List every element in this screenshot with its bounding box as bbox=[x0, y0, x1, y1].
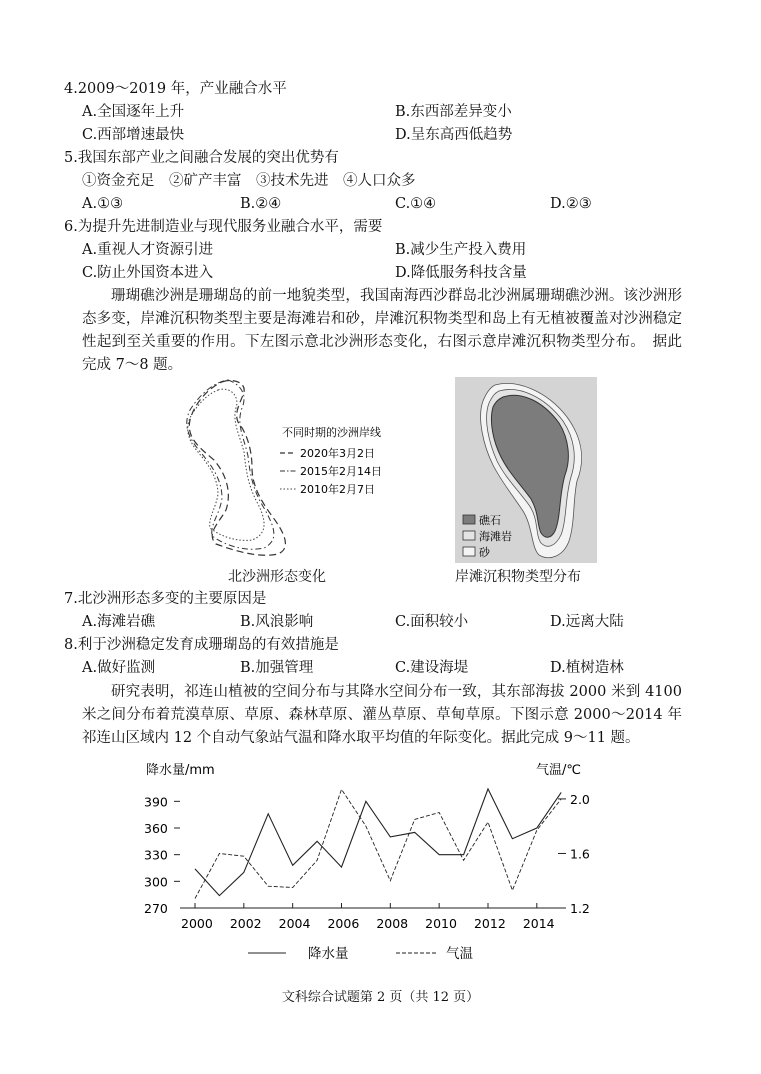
y-tick-label: 330 bbox=[144, 847, 168, 863]
q7-option-d: D.远离大陆 bbox=[550, 614, 624, 630]
y2-tick-label: 1.6 bbox=[570, 846, 590, 862]
y-tick-label: 270 bbox=[144, 901, 168, 916]
x-tick-label: 2004 bbox=[278, 916, 311, 931]
y2-tick-label: 1.2 bbox=[570, 901, 590, 916]
series-temperature bbox=[195, 789, 561, 898]
q8-option-c: C.建设海堤 bbox=[395, 660, 469, 676]
q4-option-d: D.呈东高西低趋势 bbox=[395, 127, 513, 143]
legend-label-2015: 2015年2月14日 bbox=[300, 465, 382, 478]
q4-option-b: B.东西部差异变小 bbox=[395, 104, 512, 120]
q8-option-a: A.做好监测 bbox=[82, 660, 156, 676]
x-tick-label: 2006 bbox=[327, 916, 360, 931]
q6-stem: 6.为提升先进制造业与现代服务业融合水平，需要 bbox=[64, 219, 383, 235]
q8-option-b: B.加强管理 bbox=[240, 660, 314, 676]
q6-option-d: D.降低服务科技含量 bbox=[395, 265, 527, 281]
shoreline-2015 bbox=[187, 380, 274, 549]
x-tick-label: 2000 bbox=[181, 916, 213, 931]
shoreline-2020 bbox=[189, 380, 285, 555]
q6-option-b: B.减少生产投入费用 bbox=[395, 242, 527, 258]
legend-swatch-beachrock bbox=[463, 531, 475, 540]
legend-label-2010: 2010年2月7日 bbox=[300, 483, 375, 496]
q6-option-a: A.重视人才资源引进 bbox=[82, 242, 214, 258]
passage-sandbar: 珊瑚礁沙洲是珊瑚岛的前一地貌类型，我国南海西沙群岛北沙洲属珊瑚礁沙洲。该沙洲形态多变，岸滩沉积物类型主要是海滩岩和砂，岸滩沉积物类型和岛上有无植被覆盖对沙洲稳定性起到至关重要的作用。下左图示意北沙洲形态变化，右图示意岸滩沉积物类型分布。 据此完成 7～8 题。 bbox=[82, 288, 682, 373]
shoreline-2010 bbox=[188, 389, 264, 540]
q4-option-c: C.西部增速最快 bbox=[82, 127, 185, 143]
series-precipitation bbox=[195, 789, 561, 896]
y-axis-label: 降水量/mm bbox=[146, 763, 215, 778]
passage-qilian: 研究表明，祁连山植被的空间分布与其降水空间分布一致，其东部海拔 2000 米到 4100 米之间分布着荒漠草原、草原、森林草原、灌丛草原、草甸草原。下图示意 2000～2014 年祁连山区域内 12 个自动气象站气温和降水取平均值的年际变化。据此完成 9～11 题。 bbox=[82, 684, 682, 746]
q7-option-a: A.海滩岩礁 bbox=[82, 614, 156, 630]
q5-option-a: A.①③ bbox=[82, 196, 124, 212]
page-footer: 文科综合试题第 2 页（共 12 页） bbox=[281, 990, 480, 1005]
q7-stem: 7.北沙洲形态多变的主要原因是 bbox=[64, 591, 267, 607]
legend-swatch-reef bbox=[463, 515, 475, 524]
q4-option-a: A.全国逐年上升 bbox=[82, 104, 185, 120]
legend-label-precipitation: 降水量 bbox=[308, 946, 349, 962]
legend-label-reef: 礁石 bbox=[479, 514, 501, 527]
legend-label-temperature: 气温 bbox=[446, 946, 473, 962]
q5-option-c: C.①④ bbox=[395, 196, 437, 212]
legend-label-beachrock: 海滩岩 bbox=[479, 530, 512, 543]
q8-option-d: D.植树造林 bbox=[550, 660, 624, 676]
legend-label-sand: 砂 bbox=[479, 546, 490, 559]
x-tick-label: 2010 bbox=[425, 916, 457, 931]
q7-option-c: C.面积较小 bbox=[395, 614, 469, 630]
y2-axis-label: 气温/℃ bbox=[536, 763, 581, 778]
x-tick-label: 2002 bbox=[229, 916, 262, 931]
sandbar-shoreline-figure bbox=[160, 376, 410, 566]
climate-chart bbox=[0, 756, 761, 968]
y-tick-label: 300 bbox=[144, 874, 168, 890]
legend-swatch-sand bbox=[463, 547, 475, 556]
q6-option-c: C.防止外国资本进入 bbox=[82, 265, 214, 281]
q8-stem: 8.利于沙洲稳定发育成珊瑚岛的有效措施是 bbox=[64, 637, 339, 653]
sediment-distribution-figure bbox=[455, 377, 597, 563]
q4-stem: 4.2009～2019 年，产业融合水平 bbox=[64, 81, 287, 97]
legend-title: 不同时期的沙洲岸线 bbox=[282, 426, 381, 439]
fig-left-caption: 北沙洲形态变化 bbox=[228, 569, 326, 585]
q7-option-b: B.风浪影响 bbox=[240, 614, 314, 630]
q5-items: ①资金充足 ②矿产丰富 ③技术先进 ④人口众多 bbox=[82, 173, 416, 189]
q5-stem: 5.我国东部产业之间融合发展的突出优势有 bbox=[64, 150, 339, 166]
q5-option-d: D.②③ bbox=[550, 196, 592, 212]
legend-label-2020: 2020年3月2日 bbox=[300, 447, 375, 460]
fig-right-caption: 岸滩沉积物类型分布 bbox=[455, 569, 581, 585]
y-tick-label: 360 bbox=[144, 821, 168, 836]
x-tick-label: 2012 bbox=[473, 916, 506, 931]
x-tick-label: 2014 bbox=[522, 916, 555, 931]
q5-option-b: B.②④ bbox=[240, 196, 282, 212]
y2-tick-label: 2.0 bbox=[570, 791, 590, 807]
y-tick-label: 390 bbox=[144, 794, 168, 810]
x-tick-label: 2008 bbox=[376, 916, 409, 931]
